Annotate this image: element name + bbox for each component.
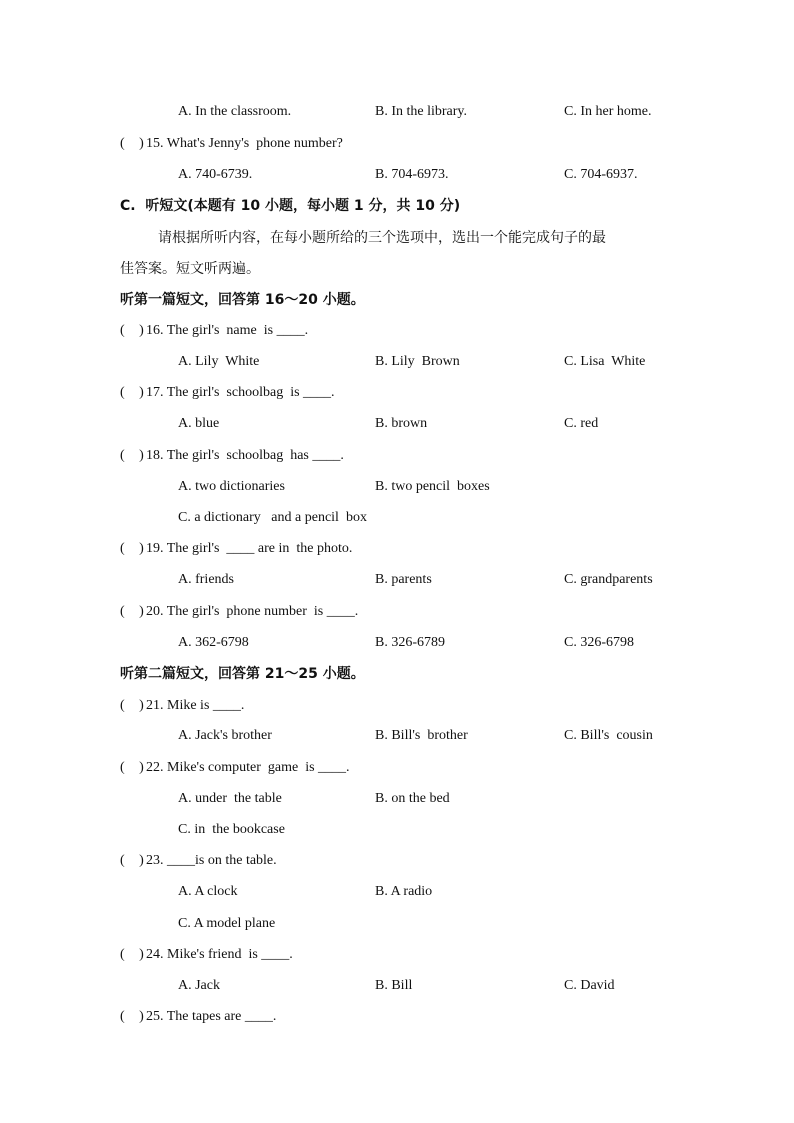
q24-option-a: A. Jack bbox=[178, 978, 220, 993]
q20-option-b: B. 326-6789 bbox=[375, 635, 445, 650]
q18-answer-bracket[interactable]: ( ) bbox=[120, 448, 145, 463]
q16-stem: 16. The girl's name is ____. bbox=[146, 323, 309, 338]
q22-stem: 22. Mike's computer game is ____. bbox=[146, 760, 350, 775]
q25-stem: 25. The tapes are ____. bbox=[146, 1009, 277, 1024]
q22-option-c: C. in the bookcase bbox=[178, 822, 285, 837]
q15-option-b: B. 704-6973. bbox=[375, 167, 449, 182]
q19-stem: 19. The girl's ____ are in the photo. bbox=[146, 541, 353, 556]
q17-stem: 17. The girl's schoolbag is ____. bbox=[146, 385, 335, 400]
q21-stem: 21. Mike is ____. bbox=[146, 698, 245, 713]
q22-option-a: A. under the table bbox=[178, 791, 282, 806]
q17-option-a: A. blue bbox=[178, 416, 220, 431]
q20-answer-bracket[interactable]: ( ) bbox=[120, 604, 145, 619]
q20-option-a: A. 362-6798 bbox=[178, 635, 249, 650]
q22-answer-bracket[interactable]: ( ) bbox=[120, 760, 145, 775]
q14-option-a: A. In the classroom. bbox=[178, 104, 292, 119]
q17-option-c: C. red bbox=[564, 416, 599, 431]
q23-option-a: A. A clock bbox=[178, 884, 238, 899]
q23-answer-bracket[interactable]: ( ) bbox=[120, 853, 145, 868]
q18-option-c: C. a dictionary and a pencil box bbox=[178, 510, 367, 525]
passage-2-heading: 听第二篇短文，回答第 21～25 小题。 bbox=[120, 666, 365, 682]
q16-answer-bracket[interactable]: ( ) bbox=[120, 323, 145, 338]
section-c-heading: C. 听短文(本题有 10 小题，每小题 1 分，共 10 分) bbox=[120, 198, 461, 214]
q24-stem: 24. Mike's friend is ____. bbox=[146, 947, 293, 962]
q25-answer-bracket[interactable]: ( ) bbox=[120, 1009, 145, 1024]
q24-option-b: B. Bill bbox=[375, 978, 413, 993]
q21-answer-bracket[interactable]: ( ) bbox=[120, 698, 145, 713]
q16-option-a: A. Lily White bbox=[178, 354, 260, 369]
q17-option-b: B. brown bbox=[375, 416, 428, 431]
q24-option-c: C. David bbox=[564, 978, 615, 993]
q19-option-c: C. grandparents bbox=[564, 572, 653, 587]
q18-option-b: B. two pencil boxes bbox=[375, 479, 490, 494]
q23-option-c: C. A model plane bbox=[178, 916, 276, 931]
section-c-instruction-1: 请根据所听内容，在每小题所给的三个选项中，选出一个能完成句子的最 bbox=[158, 230, 606, 246]
q19-option-a: A. friends bbox=[178, 572, 234, 587]
q14-option-c: C. In her home. bbox=[564, 104, 652, 119]
q20-option-c: C. 326-6798 bbox=[564, 635, 634, 650]
q14-option-b: B. In the library. bbox=[375, 104, 468, 119]
q20-stem: 20. The girl's phone number is ____. bbox=[146, 604, 359, 619]
q21-option-b: B. Bill's brother bbox=[375, 728, 468, 743]
q23-stem: 23. ____is on the table. bbox=[146, 853, 277, 868]
q22-option-b: B. on the bed bbox=[375, 791, 450, 806]
q19-option-b: B. parents bbox=[375, 572, 432, 587]
passage-1-heading: 听第一篇短文，回答第 16～20 小题。 bbox=[120, 292, 365, 308]
q18-stem: 18. The girl's schoolbag has ____. bbox=[146, 448, 344, 463]
q16-option-b: B. Lily Brown bbox=[375, 354, 460, 369]
q19-answer-bracket[interactable]: ( ) bbox=[120, 541, 145, 556]
q15-option-c: C. 704-6937. bbox=[564, 167, 638, 182]
q21-option-a: A. Jack's brother bbox=[178, 728, 272, 743]
q15-option-a: A. 740-6739. bbox=[178, 167, 253, 182]
q21-option-c: C. Bill's cousin bbox=[564, 728, 653, 743]
q15-stem: 15. What's Jenny's phone number? bbox=[146, 136, 343, 151]
q15-answer-bracket[interactable]: ( ) bbox=[120, 136, 145, 151]
q23-option-b: B. A radio bbox=[375, 884, 433, 899]
q18-option-a: A. two dictionaries bbox=[178, 479, 285, 494]
q16-option-c: C. Lisa White bbox=[564, 354, 646, 369]
q17-answer-bracket[interactable]: ( ) bbox=[120, 385, 145, 400]
q24-answer-bracket[interactable]: ( ) bbox=[120, 947, 145, 962]
section-c-instruction-2: 佳答案。短文听两遍。 bbox=[120, 261, 260, 277]
